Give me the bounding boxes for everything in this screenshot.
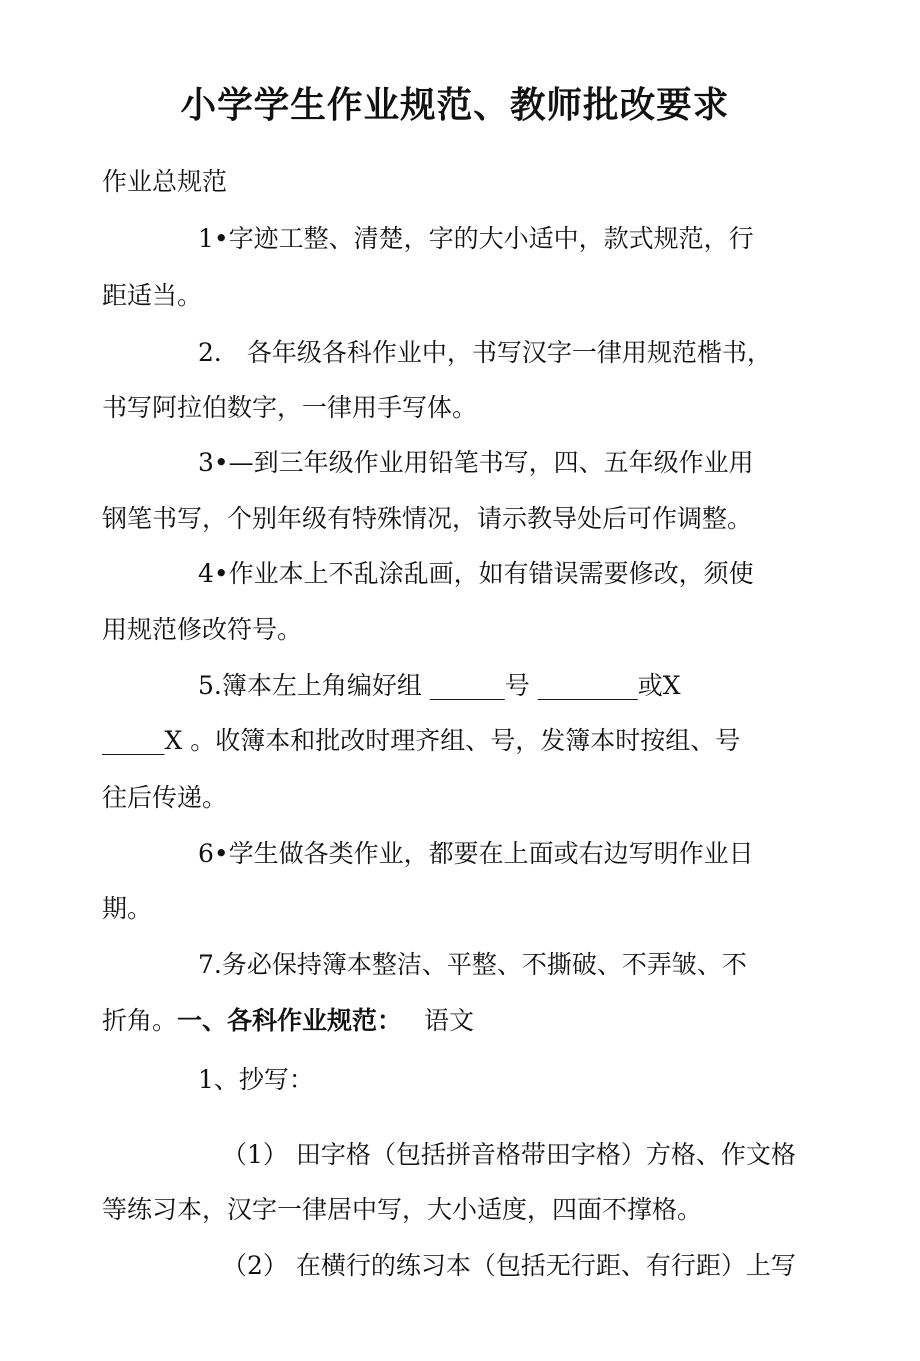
- rule-7-line-2: [102, 1004, 474, 1038]
- rule-6-line-1: 6•学生做各类作业，都要在上面或右边写明作业日: [198, 839, 754, 868]
- rule-4-line-2: 用规范修改符号。: [102, 615, 303, 644]
- rule-3-line-2: 钢笔书写，个别年级有特殊情况，请示教导处后可作调整。: [102, 504, 753, 533]
- rule-1-line-1: 1•字迹工整、清楚，字的大小适中，款式规范，行: [198, 224, 754, 253]
- rule-5-line-2: _____X 。收簿本和批改时理齐组、号，发簿本时按组、号: [102, 726, 741, 755]
- subject-section-heading: 一、各科作业规范：: [177, 1006, 403, 1035]
- section-heading: 作业总规范: [102, 167, 228, 196]
- rule-1-line-2: 距适当。: [102, 281, 203, 310]
- rule-2-line-2: 书写阿拉伯数字，一律用手写体。: [102, 393, 478, 422]
- copying-heading: 1、抄写：: [198, 1065, 314, 1094]
- rule-2-line-1: 2． 各年级各科作业中，书写汉字一律用规范楷书，: [198, 338, 772, 367]
- rule-4-line-1: 4•作业本上不乱涂乱画，如有错误需要修改，须使: [198, 559, 754, 588]
- copying-item-1-line-1: （1） 田字格（包括拼音格带田字格）方格、作文格: [222, 1140, 796, 1169]
- copying-item-1-line-2: 等练习本，汉字一律居中写，大小适度，四面不撑格。: [102, 1195, 703, 1224]
- rule-5-line-3: 往后传递。: [102, 783, 228, 812]
- copying-item-2-line-1: （2） 在横行的练习本（包括无行距、有行距）上写: [222, 1251, 796, 1280]
- rule-7-line-1: 7.务必保持簿本整洁、平整、不撕破、不弄皱、不: [198, 950, 747, 979]
- rule-5-line-1: 5.簿本左上角编好组 ______号 ________或X: [198, 671, 681, 700]
- subject-label: 语文: [424, 1006, 475, 1035]
- rule-7-ending: 折角。: [102, 1006, 178, 1035]
- rule-3-line-1: 3•—到三年级作业用铅笔书写，四、五年级作业用: [198, 448, 754, 477]
- rule-6-line-2: 期。: [102, 894, 153, 923]
- document-title: 小学学生作业规范、教师批改要求: [180, 85, 730, 126]
